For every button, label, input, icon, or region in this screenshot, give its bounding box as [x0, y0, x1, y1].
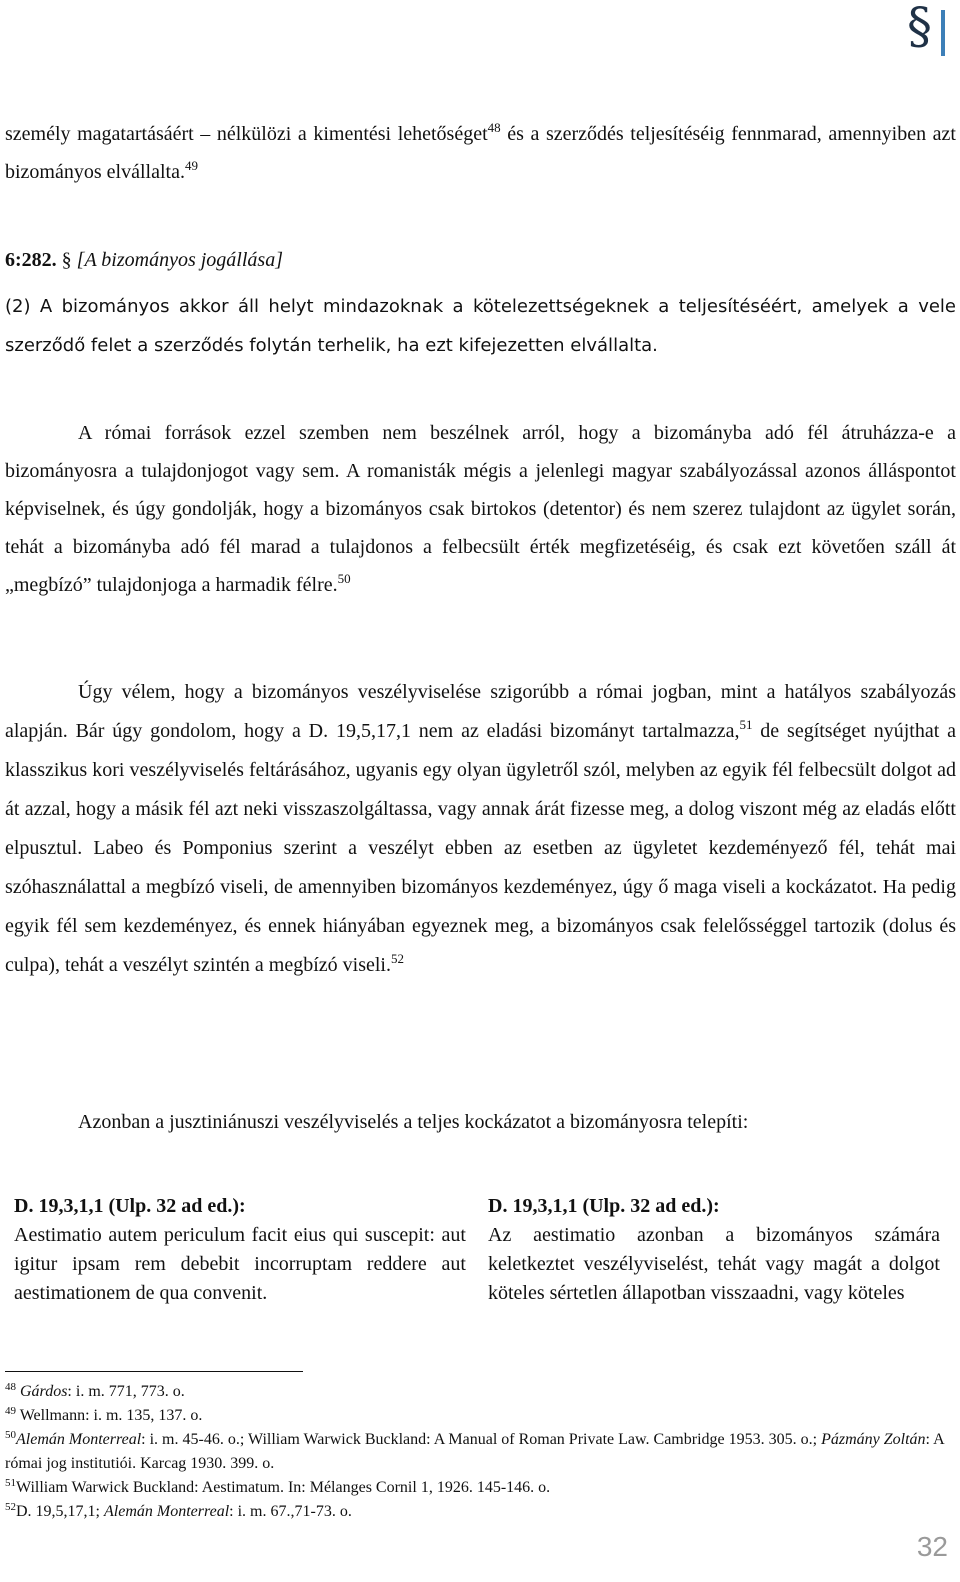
paragraph-5: Úgy vélem, hogy a bizományos veszélyviselése szigorúbb a római jogban, mint a hatályos szabályozás alapján. Bár úgy gondolom, hogy a D. 19,5,17,1 nem az eladási bizományt tartalmazza,$^{51}$ de segítséget nyújthat a klasszikus kori veszélyviselés feltárásához, ugyanis egy olyan ügyletről szól, melyben az egyik fél felbecsült dolgot ad át azzal, hogy a másik fél azt neki visszaszolgáltassa, vagy annak árát fizesse meg, a dolog viszont még az eladás előtt elpusztul. Labeo és Pomponius szerint a veszélyt ebben az esetben az ügyletet kezdeményező fél, tehát mai szóhasználattal a megbízó viseli, de amennyiben bizományos kezdeményez, úgy ő maga viseli a kockázatot. Ha pedig egyik fél sem kezdeményez, és ennek hiányában egyeznek meg, a bizományos csak felelősséggel tartozik (dolus és culpa), tehát a veszélyt szintén a megbízó viseli.$^{52}$ — [5, 681, 957, 976]
paragraph-6: Azonban a jusztiniánuszi veszélyviselés a teljes kockázatot a bizományosra telepíti: — [78, 1111, 749, 1133]
footnote-ref-48[interactable]: 48 — [487, 120, 501, 135]
footnote-ref-51[interactable]: 51 — [739, 717, 753, 732]
code-heading: 6:282. § [A bizományos jogállása] — [5, 249, 283, 271]
footnote-50: $^{50}$Alemán Monterreal: i. m. 45-46. o.; William Warwick Buckland: A Manual of Roman Private Law. Cambridge 1953. 305. o.; Pázmány Zoltán: A római jog institutiói. Karcag 1930. 399. o. — [5, 1429, 944, 1472]
latin-source-column — [14, 1192, 466, 1308]
footnote-ref-49[interactable]: 49 — [184, 158, 198, 173]
logo-bar — [941, 10, 945, 56]
latin-text: Aestimatio autem periculum facit eius qui suscepit: aut igitur ipsam rem debebit incorruptam reddere aut aestimationem de qua convenit. — [14, 1224, 466, 1304]
footnote-48: $^{48}$ Gárdos: i. m. 771, 773. o. — [5, 1381, 185, 1400]
hungarian-translation-column — [488, 1192, 940, 1308]
latin-citation: D. 19,3,1,1 (Ulp. 32 ad ed.): — [14, 1195, 246, 1217]
source-columns — [14, 1192, 942, 1342]
footnote-49: $^{49}$ Wellmann: i. m. 135, 137. o. — [5, 1405, 203, 1424]
section-sign-logo — [903, 2, 957, 58]
section-sign-icon: § — [907, 0, 932, 55]
footnote-separator — [5, 1371, 303, 1372]
paragraph-1: személy magatartásáért – nélkülözi a kimentési lehetőséget$^{48}$ és a szerződés teljesítéséig fennmarad, amennyiben azt bizományos elvállalta.$^{49}$ — [5, 120, 956, 183]
hungarian-text: Az aestimatio azonban a bizományos számára keletkeztet veszélyviselést, tehát vagy magát a dolgot köteles sértetlen állapotban visszaadni, vagy köteles — [488, 1224, 940, 1304]
footnote-52: $^{52}$D. 19,5,17,1; Alemán Monterreal: i. m. 67.,71-73. o. — [5, 1501, 352, 1520]
page-number: 32 — [916, 1531, 948, 1562]
footnote-ref-50[interactable]: 50 — [337, 571, 351, 586]
hungarian-citation: D. 19,3,1,1 (Ulp. 32 ad ed.): — [488, 1195, 720, 1217]
footnotes — [5, 1380, 950, 1524]
footnote-ref-52[interactable]: 52 — [390, 951, 404, 966]
paragraph-4: A római források ezzel szemben nem beszélnek arról, hogy a bizományba adó fél átruházza-e a bizományosra a tulajdonjogot vagy sem. A romanisták mégis a jelenlegi magyar szabályozással azonos álláspontot képviselnek, és úgy gondolják, hogy a bizományos csak birtokos (detentor) és nem szerez tulajdont az ügylet során, tehát a bizományba adó fél marad a tulajdonos a felbecsült érték megfizetéséig, és csak ezt követően száll át „megbízó” tulajdonjoga a harmadik félre.$^{50}$ — [5, 422, 956, 596]
code-paragraph: (2) A bizományos akkor áll helyt mindazoknak a kötelezettségeknek a teljesítéséért, amelyek a vele szerződő felet a szerződés folytán terhelik, ha ezt kifejezetten elvállalta. — [5, 296, 956, 356]
footnote-51: $^{51}$William Warwick Buckland: Aestimatum. In: Mélanges Cornil 1, 1926. 145-146. o. — [5, 1477, 551, 1496]
